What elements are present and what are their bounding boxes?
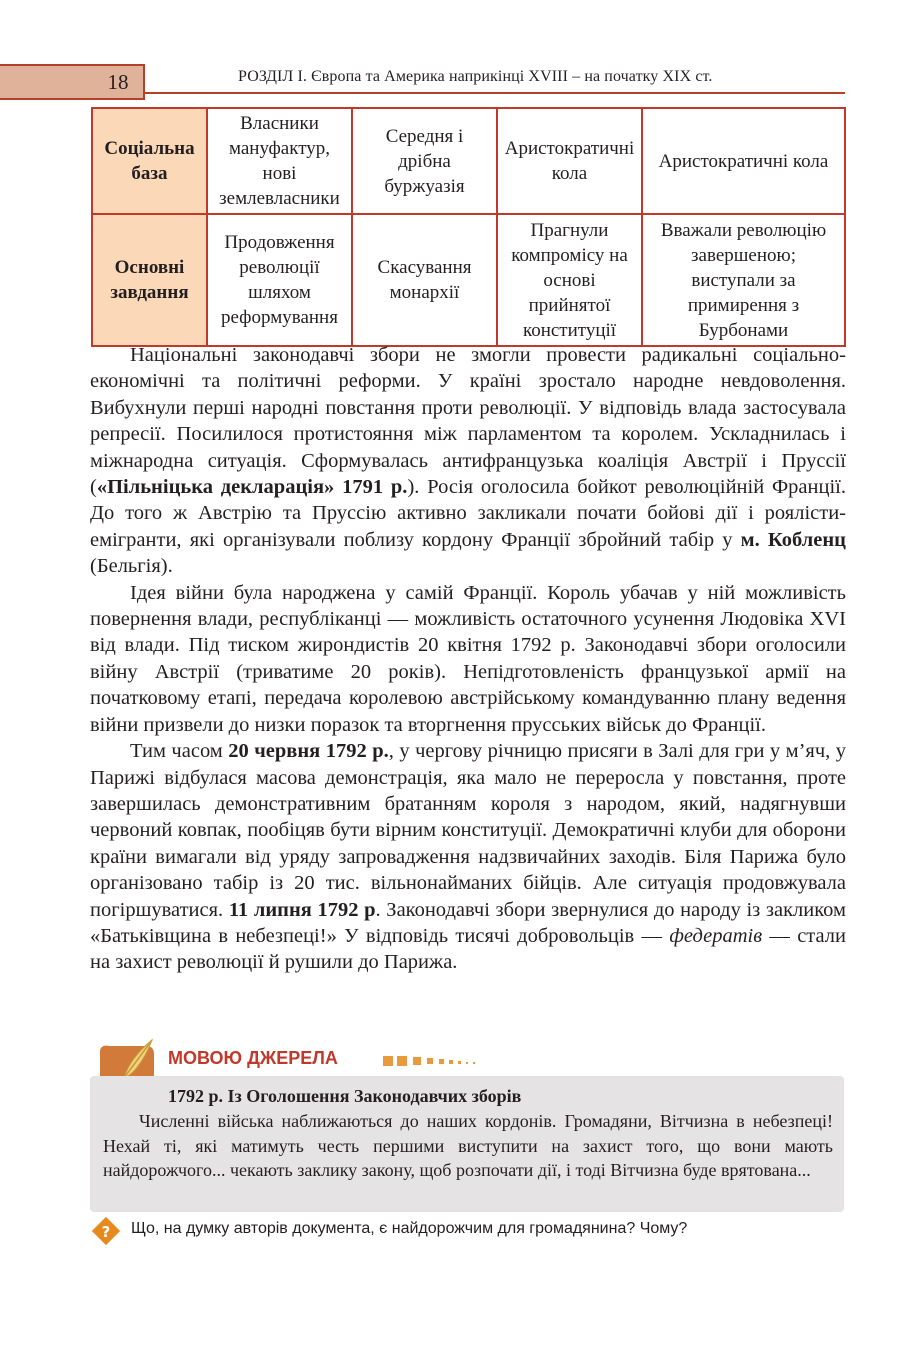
table-row [92,214,845,346]
paragraph: Тим часом 20 червня 1792 р., у чергову річницю присяги в Залі для гри у м’яч, у Парижі відбулася масова демонстрація, яка мало не переросла у повстання, проте завершилась демонстративним братанням короля з народом, який, надягнувши червоний ковпак, пообіцяв бути вірним конституції. Демократичні клуби для оборони країни вимагали від уряду запровадження надзвичайних заходів. Біля Парижа було організовано табір із 20 тис. вільнонайманих бійців. Але ситуація продовжувала погіршуватися. 11 липня 1792 р. Законодавчі збори звернулися до народу із закликом «Батьківщина в небезпеці!» У відповідь тисячі добровольців — федератів — стали на захист революції й рушили до Парижа. [90,740,847,974]
table-cell: Прагнули компромісу на основі прийнятої конституції [497,214,642,346]
table-cell: Аристократичні кола [497,108,642,214]
ornament-icon [383,1054,493,1068]
question-diamond-icon [91,1216,121,1246]
running-head: РОЗДІЛ І. Європа та Америка наприкінці XVIII – на початку XIX ст. [238,68,713,85]
row-header-social-base: Соціальна база [92,108,207,214]
emphasis: 11 липня 1792 р [228,898,376,921]
header-rule [145,92,845,94]
table-row [92,108,845,214]
emphasis-italic: федератів [669,924,763,947]
emphasis: 20 червня 1792 р. [228,740,389,763]
source-text [103,1109,833,1183]
page-number: 18 [107,70,129,94]
question-text: Що, на думку авторів документа, є найдорожчим для громадянина? Чому? [131,1220,688,1237]
paragraph: Ідея війни була народжена у самій Франції. Король убачав у ній можливість повернення влади, республіканці — можливість остаточного усунення Людовіка XVI від влади. Під тиском жирондистів 20 квітня 1792 р. Законодавчі збори оголосили війну Австрії (триватиме 20 років). Непідготовленість французької армії на початковому етапі, передача королевою австрійському командуванню плану ведення війни призвели до низки поразок та вторгнення прусських військ до Франції. [90,581,846,736]
source-heading: МОВОЮ ДЖЕРЕЛА [168,1048,338,1068]
parties-table [91,107,846,347]
table-cell: Середня і дрібна буржуазія [352,108,497,214]
svg-text:?: ? [101,1223,111,1241]
emphasis: м. Кобленц [740,528,846,551]
table-cell: Вважали революцію завершеною; виступали за примирення з Бурбонами [642,214,845,346]
row-header-main-tasks: Основні завдання [92,214,207,346]
table-cell: Продовження революції шляхом реформування [207,214,352,346]
table-cell: Аристократичні кола [642,108,845,214]
paragraph: Численні війська наближаються до наших кордонів. Громадяни, Вітчизна в небезпеці! Нехай ті, які матимуть честь першими виступити на захист того, що вони мають найдорожчого... чекають заклику закону, щоб розпочати дії, і тоді Вітчизна буде врятована... [103,1111,833,1181]
table-cell: Власники мануфактур, нові землевласники [207,108,352,214]
emphasis: «Пільніцька декларація» 1791 р. [96,476,408,499]
paragraph: Національні законодавчі збори не змогли провести радикальні соціально-економічні та політичні реформи. У країні зростало народне невдоволення. Вибухнули перші народні повстання проти революції. У відповідь влада застосувала репресії. Посилилося протистояння між парламентом та королем. Ускладнилась і міжнародна ситуація. Сформувалась антифранцузька коаліція Австрії і Пруссії («Пільніцька декларація» 1791 р.). Росія оголосила бойкот революційній Франції. До того ж Австрію та Пруссію активно закликали почати бойові дії і роялісти-емігранти, які організували поблизу кордону Франції збройний табір у м. Кобленц (Бельгія). [90,344,846,578]
source-title: 1792 р. Із Оголошення Законодавчих зборів [168,1086,522,1106]
body-text [90,342,846,976]
table-cell: Скасування монархії [352,214,497,346]
